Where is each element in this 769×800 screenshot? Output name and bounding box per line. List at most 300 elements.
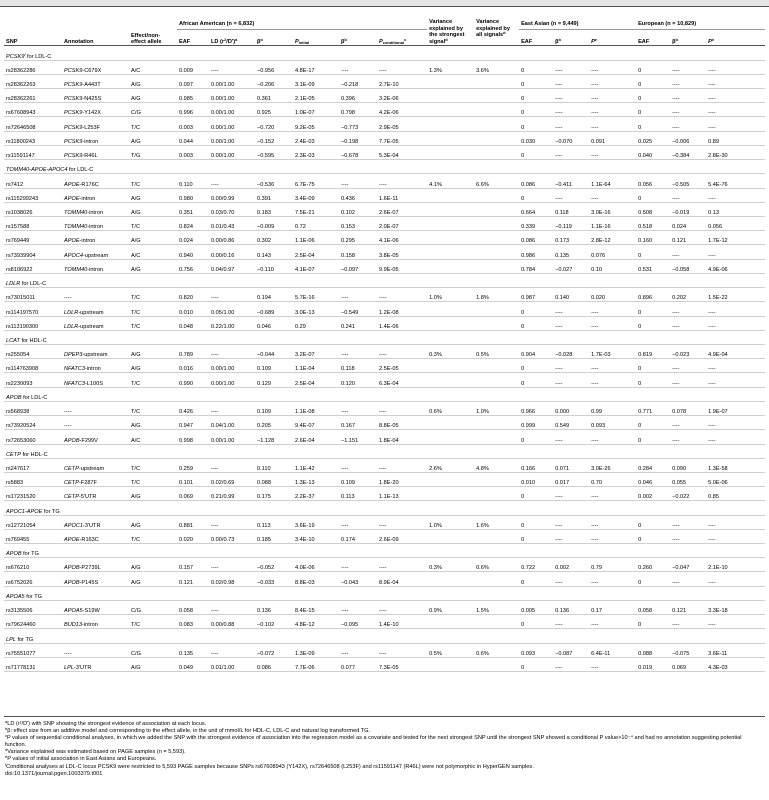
cell-eu-eaf: 0 <box>636 117 670 131</box>
cell-snp: rs28362261 <box>4 89 62 103</box>
cell-eu-beta: −0.058 <box>670 259 706 273</box>
doi-link[interactable]: doi:10.1371/journal.pgen.1003379.t001 <box>5 770 103 777</box>
cell-eu-beta: ---- <box>670 416 706 430</box>
cell-aa-p-conditional: 1.4E-06 <box>377 316 427 330</box>
cell-ea-beta: ---- <box>553 89 589 103</box>
cell-aa-beta-cond: 0.295 <box>339 231 377 245</box>
cell-aa-p-conditional: 1.6E-11 <box>377 188 427 202</box>
cell-snp: rs8106922 <box>4 259 62 273</box>
section-gene: APOA5 <box>6 593 25 600</box>
cell-aa-p-conditional: 8.9E-04 <box>377 572 427 586</box>
cell-aa-eaf: 0.940 <box>177 245 209 259</box>
cell-aa-p-initial: 3.6E-19 <box>293 515 339 529</box>
footnote <box>5 735 763 749</box>
cell-variance-all <box>474 103 519 117</box>
cell-aa-p-conditional: 1.8E-20 <box>377 472 427 486</box>
cell-allele: A/G <box>129 259 177 273</box>
cell-eu-eaf: 0 <box>636 316 670 330</box>
cell-eu-beta: 0.069 <box>670 657 706 671</box>
cell-variance-all <box>474 416 519 430</box>
cell-aa-eaf: 0.998 <box>177 430 209 444</box>
cell-snp: rs73939904 <box>4 245 62 259</box>
cell-snp: rs12721054 <box>4 515 62 529</box>
cell-aa-eaf: 0.947 <box>177 416 209 430</box>
cell-eu-eaf: 0 <box>636 60 670 74</box>
cell-snp: rs255054 <box>4 344 62 358</box>
cell-aa-eaf: 0.881 <box>177 515 209 529</box>
cell-ea-beta: ---- <box>553 316 589 330</box>
cell-aa-ld: 0.00/1.00 <box>209 103 255 117</box>
cell-variance-all <box>474 316 519 330</box>
cell-variance-all <box>474 359 519 373</box>
cell-aa-beta-cond: 0.174 <box>339 529 377 543</box>
cell-ea-beta: −0.087 <box>553 643 589 657</box>
cell-aa-p-initial: 1.0E-07 <box>293 103 339 117</box>
cell-eu-eaf: 0.896 <box>636 288 670 302</box>
cell-aa-beta: −0.072 <box>255 643 293 657</box>
cell-annotation: ---- <box>62 643 129 657</box>
cell-aa-beta-cond: −0.549 <box>339 302 377 316</box>
cell-aa-eaf: 0.010 <box>177 302 209 316</box>
cell-variance-strongest <box>427 316 474 330</box>
table-row <box>4 600 765 614</box>
cell-aa-beta: 0.110 <box>255 458 293 472</box>
cell-aa-beta-cond: ---- <box>339 344 377 358</box>
cell-snp: rs676210 <box>4 558 62 572</box>
cell-ea-eaf: 0 <box>519 60 553 74</box>
cell-aa-beta: 0.302 <box>255 231 293 245</box>
cell-aa-p-conditional: 5.3E-04 <box>377 145 427 159</box>
cell-aa-p-initial: 1.1E-04 <box>293 359 339 373</box>
section-title <box>4 586 765 600</box>
cell-aa-beta-cond: −0.043 <box>339 572 377 586</box>
cell-variance-all <box>474 259 519 273</box>
table-row <box>4 259 765 273</box>
cell-variance-all <box>474 430 519 444</box>
cell-allele: T/C <box>129 458 177 472</box>
cell-ea-beta: 0.140 <box>553 288 589 302</box>
cell-aa-eaf: 0.259 <box>177 458 209 472</box>
cell-ea-eaf: 0.986 <box>519 245 553 259</box>
cell-eu-eaf: 0.284 <box>636 458 670 472</box>
cell-snp: rs72646508 <box>4 117 62 131</box>
cell-aa-beta: 0.185 <box>255 529 293 543</box>
cell-ea-p: ---- <box>589 359 636 373</box>
section-gene: LPL <box>6 636 16 643</box>
cell-aa-beta-cond: ---- <box>339 458 377 472</box>
cell-aa-beta: −0.152 <box>255 131 293 145</box>
cell-variance-all: 1.5% <box>474 600 519 614</box>
cell-aa-beta-cond: 0.241 <box>339 316 377 330</box>
cell-allele: A/G <box>129 344 177 358</box>
cell-aa-beta-cond: ---- <box>339 515 377 529</box>
cell-aa-beta: −0.052 <box>255 558 293 572</box>
cell-annotation: APOE-R163C <box>62 529 129 543</box>
cell-variance-strongest: 0.3% <box>427 558 474 572</box>
section-trait: for TG <box>24 593 42 600</box>
cell-variance-all <box>474 89 519 103</box>
cell-annotation: APOE-R176C <box>62 174 129 188</box>
cell-ea-beta: ---- <box>553 529 589 543</box>
cell-eu-p: 0.85 <box>706 487 765 501</box>
cell-aa-p-conditional: 2.6E-07 <box>377 202 427 216</box>
cell-eu-eaf: 0.771 <box>636 401 670 415</box>
cell-variance-all <box>474 245 519 259</box>
cell-ea-eaf: 0.086 <box>519 174 553 188</box>
cell-aa-ld: 0.03/0.70 <box>209 202 255 216</box>
cell-aa-beta: −0.206 <box>255 74 293 88</box>
cell-variance-all <box>474 529 519 543</box>
cell-aa-beta-cond: 0.118 <box>339 359 377 373</box>
cell-eu-p: 5.4E-76 <box>706 174 765 188</box>
cell-snp: rs72653060 <box>4 430 62 444</box>
cell-ea-beta: 0.173 <box>553 231 589 245</box>
cell-snp: rs71778131 <box>4 657 62 671</box>
cell-aa-p-initial: 3.0E-13 <box>293 302 339 316</box>
cell-eu-eaf: 0 <box>636 359 670 373</box>
cell-ea-p: ---- <box>589 572 636 586</box>
cell-eu-beta: −0.505 <box>670 174 706 188</box>
table-row <box>4 316 765 330</box>
section-header-row <box>4 330 765 344</box>
ea-p-header: $P^e$ <box>589 29 636 45</box>
cell-aa-ld: 0.00/1.00 <box>209 145 255 159</box>
cell-aa-ld: 0.04/1.00 <box>209 416 255 430</box>
cell-aa-p-conditional: 1.4E-10 <box>377 615 427 629</box>
table-row <box>4 145 765 159</box>
cell-aa-p-conditional: ---- <box>377 558 427 572</box>
cell-aa-beta-cond: −0.678 <box>339 145 377 159</box>
footnote-text: P values of initial association in East Asians and Europeans. <box>7 756 157 763</box>
cell-variance-all <box>474 373 519 387</box>
variance-all-header: Variance explained by all signals$^d$ <box>474 7 519 46</box>
section-title <box>4 387 765 401</box>
cell-ea-eaf: 0 <box>519 316 553 330</box>
european-header: European (n = 10,829) <box>636 7 765 29</box>
cell-aa-p-initial: 3.1E-09 <box>293 74 339 88</box>
cell-eu-p: 4.9E-06 <box>706 259 765 273</box>
section-header-row <box>4 444 765 458</box>
cell-ea-eaf: 0 <box>519 615 553 629</box>
cell-eu-beta: ---- <box>670 515 706 529</box>
cell-aa-beta-cond: 0.167 <box>339 416 377 430</box>
cell-aa-eaf: 0.756 <box>177 259 209 273</box>
cell-aa-beta-cond: 0.396 <box>339 89 377 103</box>
cell-aa-beta: 0.205 <box>255 416 293 430</box>
cell-snp: rs115299243 <box>4 188 62 202</box>
cell-aa-ld: 0.02/0.98 <box>209 572 255 586</box>
cell-aa-beta-cond: 0.436 <box>339 188 377 202</box>
cell-variance-strongest: 1.0% <box>427 515 474 529</box>
cell-snp: rs75551077 <box>4 643 62 657</box>
cell-aa-p-initial: 8.4E-15 <box>293 600 339 614</box>
cell-ea-p: 1.1E-64 <box>589 174 636 188</box>
section-header-row <box>4 387 765 401</box>
section-header-row <box>4 629 765 643</box>
cell-aa-ld: 0.00/0.99 <box>209 188 255 202</box>
cell-eu-beta: ---- <box>670 60 706 74</box>
cell-snp: rs1038026 <box>4 202 62 216</box>
cell-ea-beta: ---- <box>553 302 589 316</box>
cell-ea-beta: 0.118 <box>553 202 589 216</box>
cell-ea-beta: 0.136 <box>553 600 589 614</box>
cell-variance-all <box>474 302 519 316</box>
cell-aa-p-conditional: ---- <box>377 600 427 614</box>
cell-aa-p-initial: 4.0E-06 <box>293 558 339 572</box>
cell-eu-eaf: 0.819 <box>636 344 670 358</box>
cell-eu-p: 4.3E-03 <box>706 657 765 671</box>
cell-variance-strongest <box>427 245 474 259</box>
cell-variance-strongest <box>427 615 474 629</box>
cell-eu-p: 1.9E-07 <box>706 401 765 415</box>
cell-eu-p: 0.89 <box>706 131 765 145</box>
cell-ea-p: 0.076 <box>589 245 636 259</box>
cell-ea-eaf: 0 <box>519 529 553 543</box>
table-row <box>4 359 765 373</box>
cell-ea-p: ---- <box>589 103 636 117</box>
cell-variance-strongest: 4.1% <box>427 174 474 188</box>
section-gene: PCSK9 <box>6 53 25 60</box>
table-row <box>4 74 765 88</box>
cell-variance-all <box>474 231 519 245</box>
section-trait: for LDL-C <box>25 53 52 60</box>
cell-eu-beta: −0.006 <box>670 131 706 145</box>
cell-eu-beta: ---- <box>670 316 706 330</box>
cell-aa-beta-cond: ---- <box>339 60 377 74</box>
table-row <box>4 188 765 202</box>
cell-annotation: APOA5-S19W <box>62 600 129 614</box>
cell-ea-eaf: 0 <box>519 145 553 159</box>
cell-aa-ld: ---- <box>209 600 255 614</box>
cell-ea-beta: ---- <box>553 657 589 671</box>
cell-aa-beta: 0.109 <box>255 359 293 373</box>
section-title <box>4 160 765 174</box>
cell-aa-p-conditional: ---- <box>377 60 427 74</box>
cell-variance-all: 6.6% <box>474 174 519 188</box>
cell-eu-eaf: 0.046 <box>636 472 670 486</box>
cell-aa-p-initial: 1.3E-09 <box>293 643 339 657</box>
cell-aa-ld: 0.00/0.73 <box>209 529 255 543</box>
cell-annotation: PCSK9-Y142X <box>62 103 129 117</box>
cell-allele: A/G <box>129 74 177 88</box>
cell-aa-eaf: 0.351 <box>177 202 209 216</box>
cell-annotation: LPL-3′UTR <box>62 657 129 671</box>
cell-ea-p: 0.70 <box>589 472 636 486</box>
cell-variance-strongest: 1.0% <box>427 288 474 302</box>
table-body <box>4 46 765 672</box>
cell-eu-beta: ---- <box>670 117 706 131</box>
cell-aa-ld: 0.00/1.00 <box>209 74 255 88</box>
cell-annotation: CETP-5′UTR <box>62 487 129 501</box>
cell-annotation: CETP-F287F <box>62 472 129 486</box>
cell-eu-p: ---- <box>706 529 765 543</box>
section-title <box>4 444 765 458</box>
cell-allele: T/C <box>129 288 177 302</box>
cell-aa-p-conditional: 4.2E-06 <box>377 103 427 117</box>
cell-eu-beta: −0.075 <box>670 643 706 657</box>
cell-aa-beta: 0.136 <box>255 600 293 614</box>
cell-ea-p: 0.093 <box>589 416 636 430</box>
header-row-bottom <box>4 29 765 45</box>
cell-aa-p-conditional: ---- <box>377 401 427 415</box>
footnote-mark: f <box>5 761 7 767</box>
cell-allele: T/C <box>129 217 177 231</box>
cell-aa-beta: 0.143 <box>255 245 293 259</box>
cell-variance-all: 4.8% <box>474 458 519 472</box>
cell-eu-eaf: 0 <box>636 430 670 444</box>
cell-variance-all <box>474 487 519 501</box>
footnote-mark: b <box>5 726 8 732</box>
cell-ea-p: ---- <box>589 74 636 88</box>
cell-aa-p-initial: 2.1E-05 <box>293 89 339 103</box>
cell-annotation: TOMM40-intron <box>62 259 129 273</box>
cell-annotation: CETP-upstream <box>62 458 129 472</box>
cell-eu-eaf: 0.002 <box>636 487 670 501</box>
cell-annotation: TOMM40-intron <box>62 202 129 216</box>
cell-variance-strongest <box>427 302 474 316</box>
cell-ea-p: ---- <box>589 316 636 330</box>
cell-aa-p-initial: 8.8E-03 <box>293 572 339 586</box>
cell-aa-p-initial: 5.7E-16 <box>293 288 339 302</box>
cell-ea-p: 0.79 <box>589 558 636 572</box>
cell-eu-p: 1.7E-12 <box>706 231 765 245</box>
footnote-text: LD (r²/D′) with SNP showing the strongest evidence of association at each locus. <box>7 721 207 727</box>
cell-allele: T/C <box>129 316 177 330</box>
cell-eu-p: ---- <box>706 60 765 74</box>
cell-aa-eaf: 0.985 <box>177 89 209 103</box>
cell-ea-beta: 0.135 <box>553 245 589 259</box>
cell-snp: rs17231520 <box>4 487 62 501</box>
cell-allele: T/C <box>129 174 177 188</box>
table-row <box>4 430 765 444</box>
cell-aa-beta-cond: ---- <box>339 558 377 572</box>
table-row <box>4 131 765 145</box>
cell-eu-eaf: 0 <box>636 572 670 586</box>
cell-eu-eaf: 0 <box>636 103 670 117</box>
cell-variance-all <box>474 117 519 131</box>
cell-aa-ld: 0.22/1.00 <box>209 316 255 330</box>
cell-aa-beta: 0.088 <box>255 472 293 486</box>
cell-aa-p-conditional: 9.9E-05 <box>377 259 427 273</box>
table-row <box>4 487 765 501</box>
table-row <box>4 416 765 430</box>
cell-aa-beta-cond: 0.102 <box>339 202 377 216</box>
cell-variance-all <box>474 188 519 202</box>
cell-allele: C/G <box>129 643 177 657</box>
cell-variance-strongest: 0.6% <box>427 401 474 415</box>
cell-ea-p: 3.0E-16 <box>589 202 636 216</box>
cell-aa-beta-cond: 0.077 <box>339 657 377 671</box>
cell-variance-all: 0.5% <box>474 344 519 358</box>
section-gene: CETP <box>6 451 21 458</box>
cell-eu-eaf: 0.058 <box>636 600 670 614</box>
variance-strongest-header: Variance explained by the strongest signal$^d$ <box>427 7 474 46</box>
table-row <box>4 231 765 245</box>
cell-aa-beta-cond: 0.113 <box>339 487 377 501</box>
cell-allele: A/G <box>129 572 177 586</box>
header-row-top <box>4 7 765 29</box>
cell-eu-p: 5.0E-06 <box>706 472 765 486</box>
cell-aa-ld: ---- <box>209 60 255 74</box>
cell-annotation: LDLR-upstream <box>62 302 129 316</box>
cell-eu-p: ---- <box>706 245 765 259</box>
footnote-text: P values of sequential conditional analyses, in which we added the SNP with the strongest evidence of association into the regression model as a covariate and tested for the next strongest SNP until the strongest SNP showed a conditional P value>10⁻⁴ and had no annotation suggesting potential function. <box>5 735 742 749</box>
section-gene: APOB <box>6 394 22 401</box>
cell-variance-all: 1.0% <box>474 401 519 415</box>
cell-variance-strongest <box>427 145 474 159</box>
cell-variance-strongest <box>427 487 474 501</box>
cell-snp: rs28362286 <box>4 60 62 74</box>
aa-p-conditional-header: $P_{conditional}^c$ <box>377 29 427 45</box>
table-row <box>4 60 765 74</box>
cell-aa-p-initial: 7.7E-06 <box>293 657 339 671</box>
cell-ea-beta: ---- <box>553 373 589 387</box>
cell-aa-beta-cond: −0.773 <box>339 117 377 131</box>
cell-allele: T/C <box>129 302 177 316</box>
cell-aa-eaf: 0.024 <box>177 231 209 245</box>
cell-aa-beta-cond: ---- <box>339 643 377 657</box>
section-title <box>4 501 765 515</box>
cell-aa-ld: 0.00/1.00 <box>209 430 255 444</box>
footnote-text: β: effect size from an additive model and corresponding to the effect allele, in the unit of mmol/L for HDL-C, LDL-C and natural log transformed TG. <box>7 728 370 735</box>
cell-eu-beta: ---- <box>670 74 706 88</box>
cell-eu-beta: 0.024 <box>670 217 706 231</box>
cell-annotation: PCSK9-R46L <box>62 145 129 159</box>
cell-aa-p-initial: 3.4E-10 <box>293 529 339 543</box>
cell-aa-ld: 0.01/0.43 <box>209 217 255 231</box>
cell-aa-beta: 0.925 <box>255 103 293 117</box>
cell-eu-p: ---- <box>706 103 765 117</box>
cell-ea-p: ---- <box>589 89 636 103</box>
cell-ea-eaf: 0.010 <box>519 472 553 486</box>
cell-aa-beta: −0.110 <box>255 259 293 273</box>
cell-allele: A/G <box>129 188 177 202</box>
cell-aa-p-initial: 4.8E-12 <box>293 615 339 629</box>
cell-snp: rs5883 <box>4 472 62 486</box>
cell-annotation: APOB-P145S <box>62 572 129 586</box>
cell-aa-beta: −0.033 <box>255 572 293 586</box>
cell-aa-p-conditional: 6.3E-04 <box>377 373 427 387</box>
cell-ea-p: 0.10 <box>589 259 636 273</box>
cell-annotation: BUD13-intron <box>62 615 129 629</box>
cell-variance-all <box>474 145 519 159</box>
cell-annotation: APOC1-3′UTR <box>62 515 129 529</box>
cell-aa-p-conditional: 2.0E-07 <box>377 217 427 231</box>
cell-eu-p: ---- <box>706 302 765 316</box>
cell-eu-beta: ---- <box>670 615 706 629</box>
cell-eu-eaf: 0 <box>636 515 670 529</box>
cell-snp: rs73015011 <box>4 288 62 302</box>
cell-ea-beta: ---- <box>553 188 589 202</box>
cell-allele: T/C <box>129 117 177 131</box>
section-title <box>4 273 765 287</box>
cell-ea-beta: −0.119 <box>553 217 589 231</box>
table-row <box>4 657 765 671</box>
cell-aa-eaf: 0.044 <box>177 131 209 145</box>
cell-ea-beta: −0.411 <box>553 174 589 188</box>
table-end-rule <box>4 716 765 717</box>
cell-aa-p-conditional: ---- <box>377 515 427 529</box>
cell-ea-beta: ---- <box>553 515 589 529</box>
cell-eu-p: ---- <box>706 117 765 131</box>
cell-eu-beta: ---- <box>670 373 706 387</box>
cell-aa-ld: ---- <box>209 288 255 302</box>
cell-aa-p-initial: 0.72 <box>293 217 339 231</box>
cell-ea-eaf: 0 <box>519 572 553 586</box>
cell-snp: rs247617 <box>4 458 62 472</box>
cell-eu-p: ---- <box>706 515 765 529</box>
cell-ea-beta: −0.027 <box>553 259 589 273</box>
